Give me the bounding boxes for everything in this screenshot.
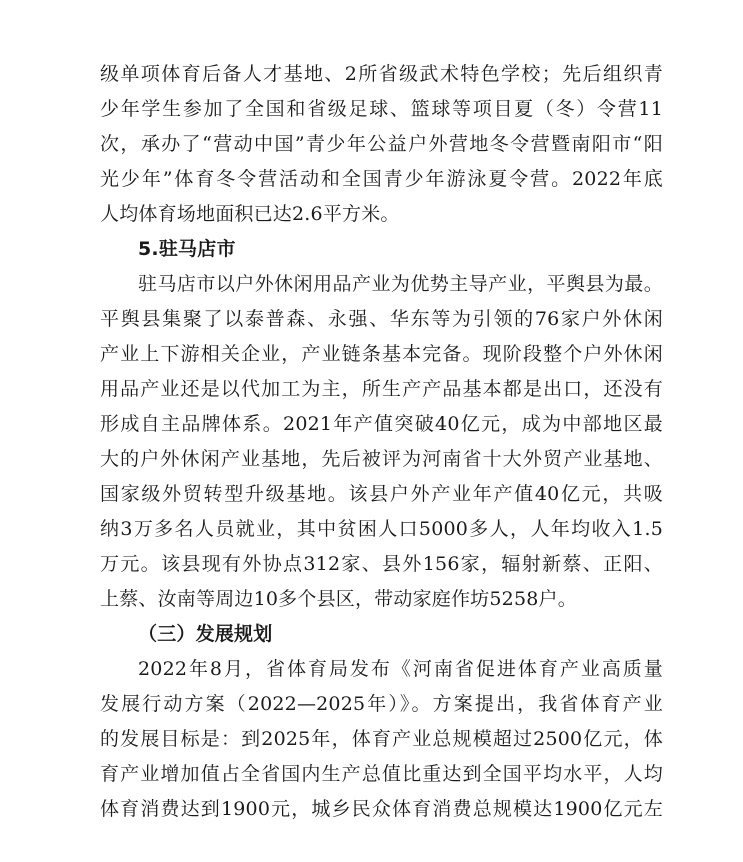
paragraph-line: 产业上下游相关企业，产业链条基本完备。现阶段整个户外休闲 [100,343,663,365]
paragraph-line: 光少年”体育冬令营活动和全国青少年游泳夏令营。2022年底 [100,168,663,190]
paragraph-line: 2022年8月，省体育局发布《河南省促进体育产业高质量 [138,658,663,680]
paragraph-line: 大的户外休闲产业基地，先后被评为河南省十大外贸产业基地、 [100,448,663,470]
paragraph-line: 的发展目标是：到2025年，体育产业总规模超过2500亿元，体 [100,728,663,750]
paragraph-line: 级单项体育后备人才基地、2所省级武术特色学校；先后组织青 [100,63,663,85]
paragraph-line: 国家级外贸转型升级基地。该县户外产业年产值40亿元，共吸 [100,483,663,505]
section-heading-zhumadian: 5.驻马店市 [138,238,236,260]
paragraph-line: 上蔡、汝南等周边10多个县区，带动家庭作坊5258户。 [100,588,577,610]
paragraph-line: 次，承办了“营动中国”青少年公益户外营地冬令营暨南阳市“阳 [100,133,663,155]
paragraph-line: 万元。该县现有外协点312家、县外156家，辐射新蔡、正阳、 [100,553,663,575]
paragraph-line: 平舆县集聚了以泰普森、永强、华东等为引领的76家户外休闲 [100,308,663,330]
paragraph-line: 体育消费达到1900元，城乡民众体育消费总规模达1900亿元左 [100,798,663,820]
paragraph-line: 育产业增加值占全省国内生产总值比重达到全国平均水平，人均 [100,763,663,785]
paragraph-line: 发展行动方案（2022—2025年）》。方案提出，我省体育产业 [100,693,663,715]
paragraph-line: 少年学生参加了全国和省级足球、篮球等项目夏（冬）令营11 [100,98,663,120]
paragraph-line: 用品产业还是以代加工为主，所生产产品基本都是出口，还没有 [100,378,663,400]
section-heading-plan: （三）发展规划 [138,623,273,645]
paragraph-line: 驻马店市以户外休闲用品产业为优势主导产业，平舆县为最。 [138,273,663,295]
paragraph-line: 纳3万多名人员就业，其中贫困人口5000多人，人年均收入1.5 [100,518,663,540]
paragraph-line: 人均体育场地面积已达2.6平方米。 [100,203,400,225]
paragraph-line: 形成自主品牌体系。2021年产值突破40亿元，成为中部地区最 [100,413,663,435]
